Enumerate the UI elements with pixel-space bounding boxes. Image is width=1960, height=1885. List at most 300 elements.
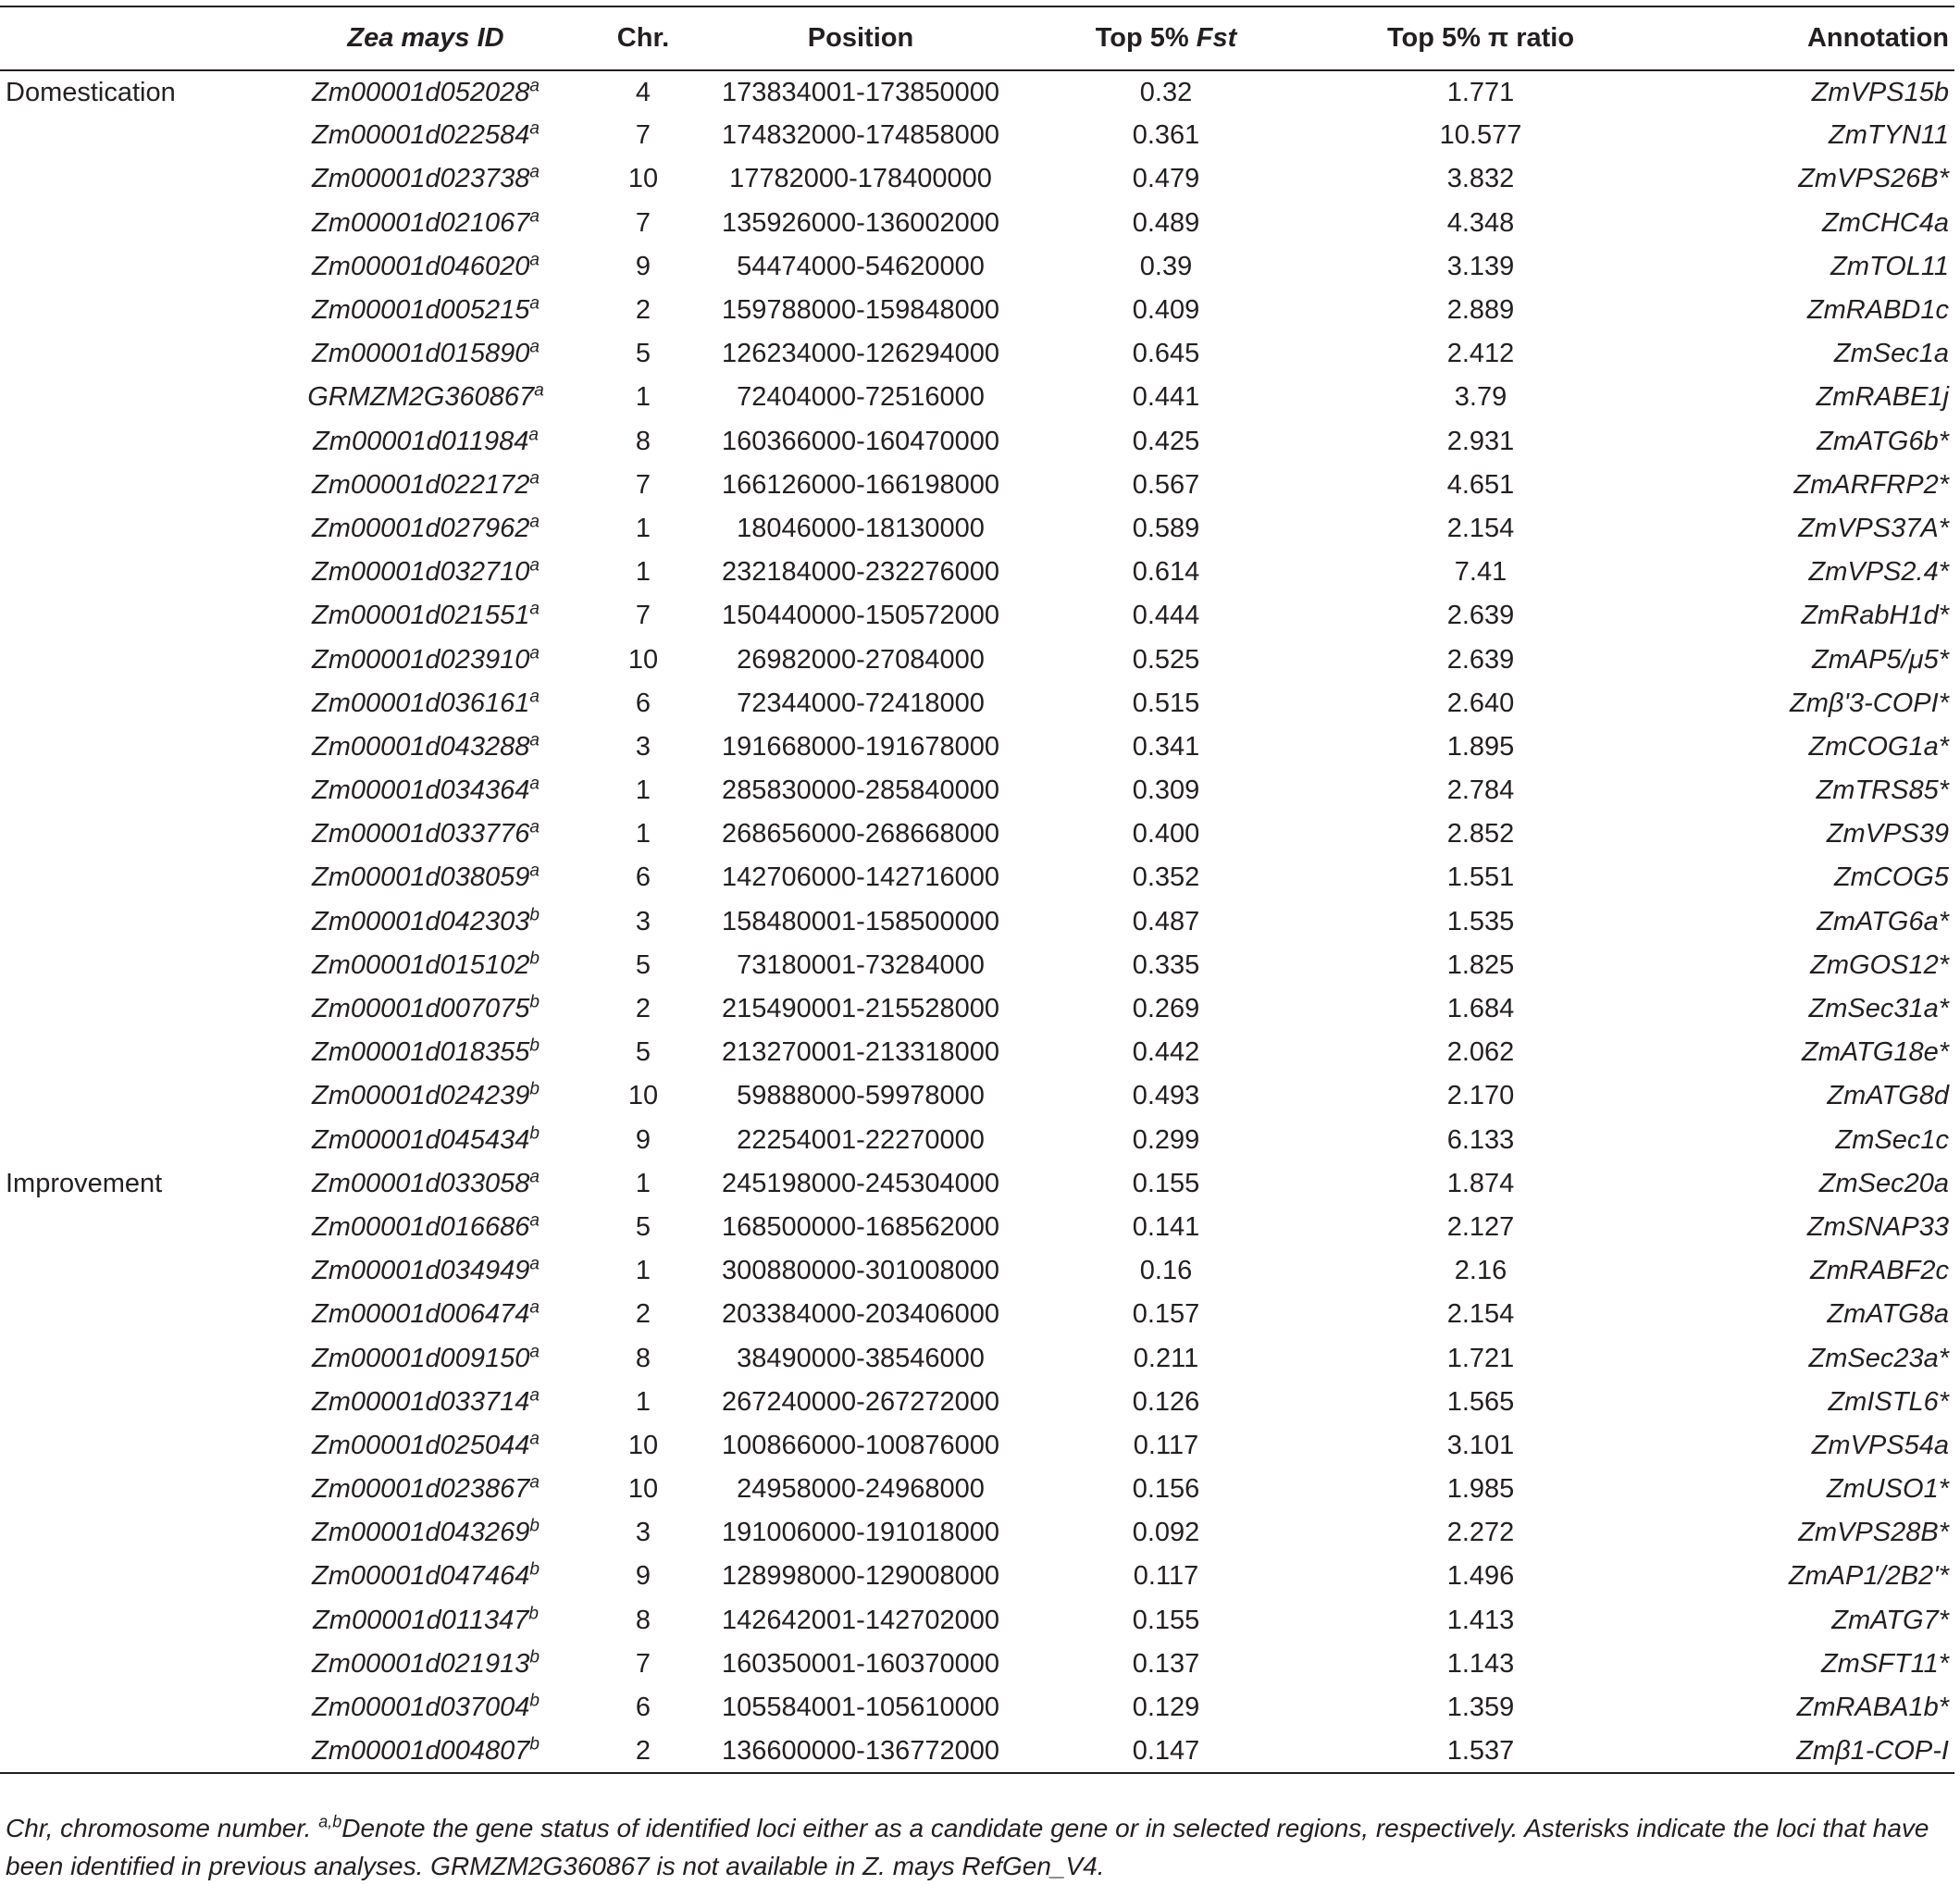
group-cell xyxy=(0,1424,278,1468)
position-cell: 232184000-232276000 xyxy=(722,557,999,588)
gene-id-cell xyxy=(278,1162,574,1206)
position-cell: 300880000-301008000 xyxy=(722,1256,999,1286)
gene-id-text: Zm00001d009150 xyxy=(312,1343,530,1373)
pi-ratio-cell: 1.551 xyxy=(1446,862,1515,893)
table-row xyxy=(0,332,1954,376)
table-row xyxy=(0,1468,1954,1511)
group-cell xyxy=(0,376,278,419)
header-position: Position xyxy=(807,23,914,53)
chr-cell: 7 xyxy=(635,469,651,500)
annotation-cell: ZmSec1a xyxy=(1833,339,1949,369)
table-row xyxy=(0,464,1954,507)
table-row xyxy=(0,1119,1954,1162)
position-cell: 158480001-158500000 xyxy=(722,906,999,936)
annotation-cell: ZmVPS28B* xyxy=(1798,1518,1949,1548)
table-footnote xyxy=(6,1810,1949,1885)
gene-id-cell xyxy=(278,1643,574,1686)
fst-cell: 0.352 xyxy=(1132,862,1200,893)
pi-ratio-cell: 1.496 xyxy=(1446,1561,1515,1592)
fst-cell: 0.487 xyxy=(1132,906,1200,936)
gene-id-cell xyxy=(278,464,574,507)
gene-status-marker: a xyxy=(529,250,540,270)
annotation-cell: ZmTOL11 xyxy=(1830,251,1949,281)
fst-cell: 0.092 xyxy=(1132,1518,1200,1548)
gene-id-cell xyxy=(278,725,574,769)
table-row xyxy=(0,769,1954,812)
gene-id-cell xyxy=(278,1293,574,1336)
annotation-cell: ZmSec31a* xyxy=(1808,994,1949,1024)
annotation-cell: ZmVPS39 xyxy=(1826,819,1949,849)
gene-id-text: Zm00001d043269 xyxy=(312,1518,530,1548)
position-cell: 135926000-136002000 xyxy=(722,207,999,238)
gene-status-marker: a xyxy=(534,380,544,401)
group-cell xyxy=(0,769,278,812)
chr-cell: 7 xyxy=(635,601,651,631)
position-cell: 126234000-126294000 xyxy=(722,339,999,369)
header-chr: Chr. xyxy=(616,23,670,53)
gene-id-text: Zm00001d047464 xyxy=(312,1561,530,1592)
gene-status-marker: a xyxy=(529,1210,540,1231)
chr-cell: 10 xyxy=(627,164,659,194)
table-row xyxy=(0,245,1954,289)
gene-status-marker: a xyxy=(529,75,540,95)
annotation-cell: ZmCOG1a* xyxy=(1808,731,1949,762)
table-row xyxy=(0,551,1954,594)
table-row xyxy=(0,856,1954,899)
group-cell xyxy=(0,725,278,769)
gene-id-cell xyxy=(278,332,574,376)
gene-id-text: Zm00001d023910 xyxy=(312,644,530,675)
gene-id-text: Zm00001d007075 xyxy=(312,994,530,1024)
position-cell: 17782000-178400000 xyxy=(729,164,992,194)
group-cell xyxy=(0,1381,278,1424)
chr-cell: 3 xyxy=(635,1518,651,1548)
gene-id-cell xyxy=(278,900,574,944)
gene-id-text: Zm00001d016686 xyxy=(312,1211,530,1242)
fst-cell: 0.493 xyxy=(1132,1081,1200,1111)
gene-id-cell xyxy=(278,1686,574,1730)
table-row xyxy=(0,1730,1954,1773)
chr-cell: 4 xyxy=(635,77,651,107)
group-cell: Improvement xyxy=(6,1168,163,1198)
chr-cell: 1 xyxy=(635,1386,651,1417)
fst-cell: 0.141 xyxy=(1132,1211,1200,1242)
pi-ratio-cell: 7.41 xyxy=(1454,557,1507,588)
gene-id-text: Zm00001d015102 xyxy=(312,949,530,980)
gene-status-marker: a xyxy=(529,1254,540,1274)
gene-id-text: Zm00001d042303 xyxy=(312,906,530,936)
gene-status-marker: a xyxy=(529,642,540,663)
position-cell: 191668000-191678000 xyxy=(722,731,999,762)
chr-cell: 5 xyxy=(635,1211,651,1242)
pi-ratio-cell: 2.154 xyxy=(1446,513,1515,543)
fst-cell: 0.409 xyxy=(1132,295,1200,326)
group-cell xyxy=(0,1206,278,1249)
position-cell: 159788000-159848000 xyxy=(722,295,999,326)
chr-cell: 1 xyxy=(635,1256,651,1286)
gene-id-text: Zm00001d038059 xyxy=(312,862,530,893)
position-cell: 72344000-72418000 xyxy=(737,688,985,718)
group-cell xyxy=(0,114,278,157)
pi-ratio-cell: 2.889 xyxy=(1446,295,1515,326)
gene-status-marker: a xyxy=(528,424,539,444)
annotation-cell: Zmβ'3-COPI* xyxy=(1790,688,1949,718)
table-row xyxy=(0,944,1954,987)
group-cell xyxy=(0,157,278,201)
gene-id-text: Zm00001d005215 xyxy=(312,295,530,326)
gene-id-text: Zm00001d046020 xyxy=(312,251,530,281)
group-cell xyxy=(0,1074,278,1118)
gene-id-cell xyxy=(278,987,574,1031)
gene-id-cell xyxy=(278,638,574,681)
fst-cell: 0.299 xyxy=(1132,1124,1200,1155)
gene-id-text: Zm00001d004807 xyxy=(312,1735,530,1766)
fst-cell: 0.16 xyxy=(1139,1256,1193,1286)
pi-ratio-cell: 1.985 xyxy=(1446,1474,1515,1505)
position-cell: 160350001-160370000 xyxy=(722,1648,999,1679)
fst-cell: 0.400 xyxy=(1132,819,1200,849)
pi-ratio-cell: 2.640 xyxy=(1446,688,1515,718)
annotation-cell: ZmVPS2.4* xyxy=(1808,557,1949,588)
table-row xyxy=(0,725,1954,769)
annotation-cell: ZmRabH1d* xyxy=(1801,601,1949,631)
gene-status-marker: a xyxy=(529,206,540,226)
group-cell xyxy=(0,987,278,1031)
fst-cell: 0.515 xyxy=(1132,688,1200,718)
position-cell: 22254001-22270000 xyxy=(737,1124,985,1155)
chr-cell: 1 xyxy=(635,1168,651,1198)
group-cell xyxy=(0,332,278,376)
table-row xyxy=(0,638,1954,681)
table-row xyxy=(0,420,1954,464)
gene-id-cell xyxy=(278,289,574,332)
position-cell: 136600000-136772000 xyxy=(722,1735,999,1766)
fst-cell: 0.39 xyxy=(1139,251,1193,281)
gene-status-marker: b xyxy=(529,1734,540,1755)
group-cell xyxy=(0,856,278,899)
table-row xyxy=(0,1511,1954,1555)
pi-ratio-cell: 2.154 xyxy=(1446,1299,1515,1330)
group-cell xyxy=(0,1599,278,1643)
fst-cell: 0.155 xyxy=(1132,1168,1200,1198)
gene-status-marker: a xyxy=(529,1167,540,1187)
header-annotation: Annotation xyxy=(1806,23,1949,53)
fst-cell: 0.211 xyxy=(1133,1343,1199,1373)
chr-cell: 5 xyxy=(635,339,651,369)
pi-ratio-cell: 1.535 xyxy=(1446,906,1515,936)
group-cell xyxy=(0,1119,278,1162)
position-cell: 174832000-174858000 xyxy=(722,120,999,151)
fst-cell: 0.335 xyxy=(1132,949,1200,980)
gene-id-cell xyxy=(278,944,574,987)
gene-id-text: Zm00001d022584 xyxy=(312,120,530,151)
chr-cell: 1 xyxy=(635,382,651,413)
group-cell xyxy=(0,464,278,507)
gene-status-marker: a xyxy=(529,1429,540,1449)
position-cell: 245198000-245304000 xyxy=(722,1168,999,1198)
fst-cell: 0.489 xyxy=(1132,207,1200,238)
position-cell: 213270001-213318000 xyxy=(722,1037,999,1068)
gene-status-marker: b xyxy=(529,1036,540,1056)
gene-id-text: Zm00001d034949 xyxy=(312,1256,530,1286)
chr-cell: 2 xyxy=(635,1735,651,1766)
pi-ratio-cell: 3.139 xyxy=(1446,251,1515,281)
table-row xyxy=(0,1031,1954,1074)
chr-cell: 9 xyxy=(635,1124,651,1155)
fst-cell: 0.156 xyxy=(1132,1474,1200,1505)
fst-cell: 0.117 xyxy=(1133,1561,1199,1592)
gene-id-cell xyxy=(278,1555,574,1598)
annotation-cell: ZmRABF2c xyxy=(1810,1256,1949,1286)
gene-id-text: Zm00001d011984 xyxy=(313,426,529,456)
gene-id-cell xyxy=(278,769,574,812)
position-cell: 26982000-27084000 xyxy=(737,644,985,675)
position-cell: 142642001-142702000 xyxy=(722,1605,999,1635)
gene-id-text: Zm00001d032710 xyxy=(312,557,530,588)
pi-ratio-cell: 2.852 xyxy=(1446,819,1515,849)
pi-ratio-cell: 3.101 xyxy=(1446,1430,1515,1460)
group-cell xyxy=(0,1555,278,1598)
gene-status-marker: a xyxy=(529,555,540,576)
gene-id-cell xyxy=(278,157,574,201)
group-cell xyxy=(0,245,278,289)
chr-cell: 7 xyxy=(635,120,651,151)
pi-ratio-cell: 2.931 xyxy=(1446,426,1515,456)
position-cell: 142706000-142716000 xyxy=(722,862,999,893)
chr-cell: 9 xyxy=(635,251,651,281)
annotation-cell: ZmATG6a* xyxy=(1817,906,1949,936)
fst-cell: 0.117 xyxy=(1133,1430,1199,1460)
gene-status-marker: a xyxy=(529,774,540,794)
pi-ratio-cell: 1.895 xyxy=(1446,731,1515,762)
group-cell xyxy=(0,1730,278,1773)
fst-cell: 0.645 xyxy=(1132,339,1200,369)
table-row xyxy=(0,376,1954,419)
chr-cell: 1 xyxy=(635,557,651,588)
gene-status-marker: b xyxy=(529,1647,540,1668)
gene-status-marker: b xyxy=(529,1691,540,1711)
group-cell xyxy=(0,1686,278,1730)
chr-cell: 10 xyxy=(627,1081,659,1111)
chr-cell: 1 xyxy=(635,513,651,543)
gene-id-text: Zm00001d011347 xyxy=(313,1605,529,1635)
pi-ratio-cell: 1.874 xyxy=(1446,1168,1515,1198)
fst-cell: 0.155 xyxy=(1132,1605,1200,1635)
gene-status-marker: b xyxy=(528,1604,539,1623)
table-row xyxy=(0,987,1954,1031)
annotation-cell: ZmAP5/μ5* xyxy=(1811,644,1949,675)
annotation-cell: ZmVPS15b xyxy=(1811,77,1949,107)
annotation-cell: ZmATG18e* xyxy=(1801,1037,1949,1068)
pi-ratio-cell: 2.639 xyxy=(1446,601,1515,631)
gene-status-marker: b xyxy=(529,1079,540,1099)
gene-id-text: Zm00001d018355 xyxy=(312,1037,530,1068)
group-cell xyxy=(0,812,278,856)
gene-id-cell xyxy=(278,202,574,245)
gene-id-cell xyxy=(278,682,574,725)
position-cell: 166126000-166198000 xyxy=(722,469,999,500)
position-cell: 24958000-24968000 xyxy=(737,1474,985,1505)
table-row xyxy=(0,1424,1954,1468)
group-cell xyxy=(0,1249,278,1293)
annotation-cell: ZmRABA1b* xyxy=(1796,1693,1949,1723)
pi-ratio-cell: 4.651 xyxy=(1446,469,1515,500)
footnote-lead: Chr, chromosome number. xyxy=(6,1814,319,1842)
gene-id-text: Zm00001d052028 xyxy=(312,77,530,107)
group-cell xyxy=(0,944,278,987)
position-cell: 128998000-129008000 xyxy=(722,1561,999,1592)
annotation-cell: ZmISTL6* xyxy=(1828,1386,1949,1417)
pi-ratio-cell: 2.062 xyxy=(1446,1037,1515,1068)
fst-cell: 0.441 xyxy=(1132,382,1200,413)
gene-status-marker: b xyxy=(529,1516,540,1536)
position-cell: 168500000-168562000 xyxy=(722,1211,999,1242)
chr-cell: 3 xyxy=(635,731,651,762)
gene-id-text: Zm00001d027962 xyxy=(312,513,530,543)
chr-cell: 3 xyxy=(635,906,651,936)
group-cell xyxy=(0,1511,278,1555)
table-row xyxy=(0,1206,1954,1249)
table-row xyxy=(0,70,1954,114)
table-row xyxy=(0,114,1954,157)
gene-id-cell xyxy=(278,1336,574,1380)
annotation-cell: ZmSec1c xyxy=(1835,1124,1949,1155)
gene-id-text: GRMZM2G360867 xyxy=(307,382,535,413)
gene-id-text: Zm00001d033058 xyxy=(312,1168,530,1198)
gene-id-cell xyxy=(278,1031,574,1074)
pi-ratio-cell: 1.143 xyxy=(1446,1648,1515,1679)
gene-id-cell xyxy=(278,1468,574,1511)
annotation-cell: ZmATG7* xyxy=(1831,1605,1949,1635)
annotation-cell: ZmTYN11 xyxy=(1829,120,1949,151)
annotation-cell: ZmARFRP2* xyxy=(1793,469,1949,500)
annotation-cell: ZmRABD1c xyxy=(1806,295,1949,326)
gene-id-text: Zm00001d021913 xyxy=(312,1648,530,1679)
position-cell: 173834001-173850000 xyxy=(722,77,999,107)
gene-id-cell xyxy=(278,1424,574,1468)
gene-id-text: Zm00001d033714 xyxy=(312,1386,530,1417)
table-row xyxy=(0,1686,1954,1730)
position-cell: 191006000-191018000 xyxy=(722,1518,999,1548)
gene-id-text: Zm00001d037004 xyxy=(312,1693,530,1723)
table-row xyxy=(0,594,1954,638)
position-cell: 73180001-73284000 xyxy=(737,949,985,980)
chr-cell: 10 xyxy=(627,644,659,675)
pi-ratio-cell: 1.413 xyxy=(1446,1605,1515,1635)
chr-cell: 10 xyxy=(627,1474,659,1505)
pi-ratio-cell: 3.79 xyxy=(1454,382,1507,413)
footnote-sup: a,b xyxy=(318,1812,342,1831)
fst-cell: 0.309 xyxy=(1132,775,1200,806)
gene-id-text: Zm00001d015890 xyxy=(312,339,530,369)
pi-ratio-cell: 1.825 xyxy=(1446,949,1515,980)
chr-cell: 8 xyxy=(635,426,651,456)
gene-id-cell xyxy=(278,376,574,419)
table-row xyxy=(0,202,1954,245)
gene-status-marker: a xyxy=(529,468,540,489)
group-cell xyxy=(0,1643,278,1686)
table-row xyxy=(0,289,1954,332)
group-cell xyxy=(0,202,278,245)
table-row xyxy=(0,900,1954,944)
pi-ratio-cell: 4.348 xyxy=(1446,207,1515,238)
header-fst-italic: Fst xyxy=(1196,23,1237,53)
table-row xyxy=(0,157,1954,201)
chr-cell: 10 xyxy=(627,1430,659,1460)
gene-status-marker: a xyxy=(529,512,540,532)
table-row xyxy=(0,1555,1954,1598)
group-cell xyxy=(0,1293,278,1336)
pi-ratio-cell: 2.412 xyxy=(1446,339,1515,369)
pi-ratio-cell: 2.127 xyxy=(1446,1211,1515,1242)
annotation-cell: ZmSec23a* xyxy=(1808,1343,1949,1373)
annotation-cell: ZmCHC4a xyxy=(1822,207,1949,238)
group-cell xyxy=(0,1336,278,1380)
annotation-cell: ZmATG8d xyxy=(1827,1081,1949,1111)
position-cell: 268656000-268668000 xyxy=(722,819,999,849)
gene-id-cell xyxy=(278,114,574,157)
gene-status-marker: a xyxy=(529,817,540,837)
gene-status-marker: a xyxy=(529,1297,540,1318)
gene-status-marker: a xyxy=(529,861,540,881)
annotation-cell: ZmSNAP33 xyxy=(1806,1211,1949,1242)
pi-ratio-cell: 1.721 xyxy=(1446,1343,1515,1373)
gene-id-cell xyxy=(278,1511,574,1555)
gene-status-marker: b xyxy=(529,949,540,969)
gene-table xyxy=(0,6,1954,1774)
gene-id-text: Zm00001d045434 xyxy=(312,1124,530,1155)
gene-id-text: Zm00001d034364 xyxy=(312,775,530,806)
gene-id-cell xyxy=(278,594,574,638)
gene-status-marker: a xyxy=(529,1341,540,1361)
position-cell: 18046000-18130000 xyxy=(737,513,985,543)
fst-cell: 0.614 xyxy=(1132,557,1200,588)
gene-id-text: Zm00001d021067 xyxy=(312,207,530,238)
gene-status-marker: b xyxy=(529,1122,540,1143)
annotation-cell: ZmUSO1* xyxy=(1826,1474,1949,1505)
annotation-cell: ZmCOG5 xyxy=(1833,862,1949,893)
position-cell: 100866000-100876000 xyxy=(722,1430,999,1460)
chr-cell: 6 xyxy=(635,862,651,893)
chr-cell: 2 xyxy=(635,994,651,1024)
header-fst-prefix: Top 5% xyxy=(1095,23,1197,53)
gene-id-text: Zm00001d022172 xyxy=(312,469,530,500)
fst-cell: 0.425 xyxy=(1132,426,1200,456)
chr-cell: 6 xyxy=(635,688,651,718)
gene-id-cell xyxy=(278,1074,574,1118)
gene-id-cell xyxy=(278,1730,574,1773)
pi-ratio-cell: 2.639 xyxy=(1446,644,1515,675)
table-row xyxy=(0,1074,1954,1118)
table-row xyxy=(0,507,1954,551)
group-cell xyxy=(0,594,278,638)
gene-status-marker: a xyxy=(529,1385,540,1406)
header-group xyxy=(0,6,278,70)
gene-status-marker: a xyxy=(529,293,540,314)
position-cell: 72404000-72516000 xyxy=(737,382,985,413)
chr-cell: 8 xyxy=(635,1343,651,1373)
group-cell xyxy=(0,638,278,681)
chr-cell: 6 xyxy=(635,1693,651,1723)
gene-id-cell xyxy=(278,1249,574,1293)
annotation-cell: Zmβ1-COP-I xyxy=(1796,1735,1949,1766)
position-cell: 160366000-160470000 xyxy=(722,426,999,456)
table-row xyxy=(0,1249,1954,1293)
annotation-cell: ZmGOS12* xyxy=(1810,949,1949,980)
position-cell: 203384000-203406000 xyxy=(722,1299,999,1330)
pi-ratio-cell: 2.272 xyxy=(1446,1518,1515,1548)
fst-cell: 0.341 xyxy=(1132,731,1200,762)
